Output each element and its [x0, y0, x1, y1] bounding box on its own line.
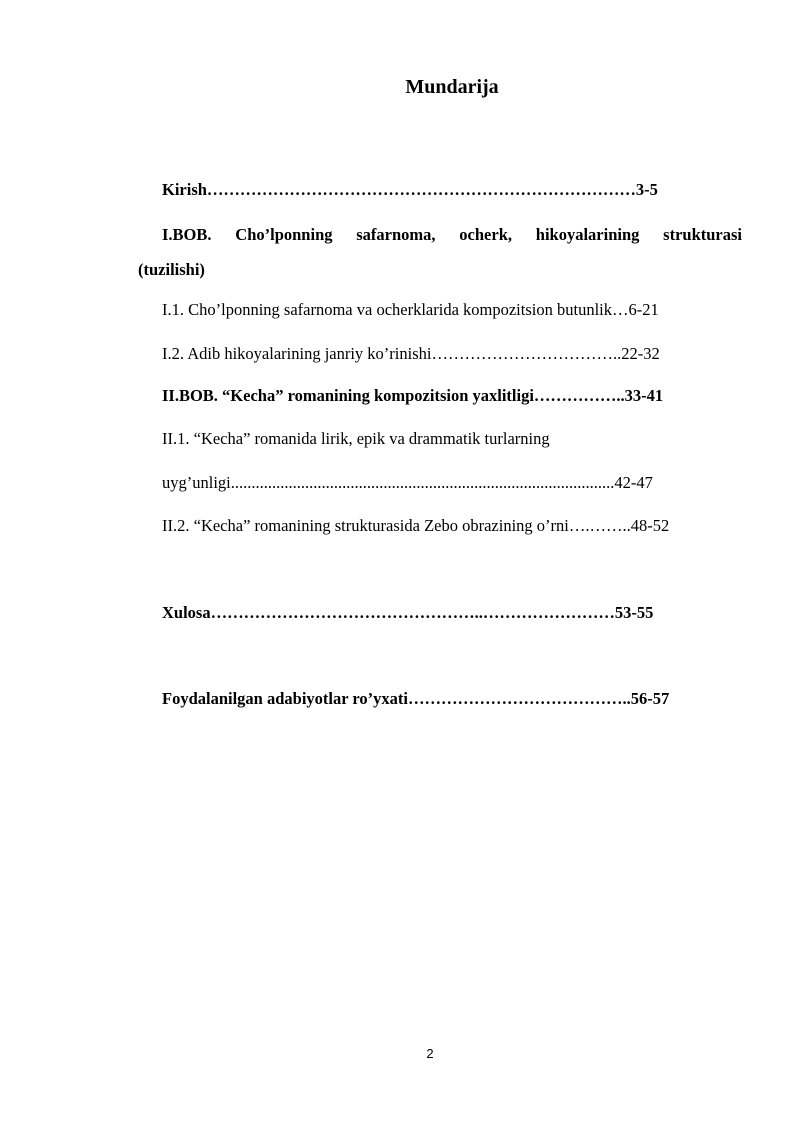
toc-entry-section-1-2: I.2. Adib hikoyalarining janriy ko’rinishi……………………………..22-32	[162, 344, 660, 363]
document-title: Mundarija	[405, 76, 499, 98]
toc-entry-section-1-1: I.1. Cho’lponning safarnoma va ocherklarida kompozitsion butunlik…6-21	[162, 300, 659, 319]
toc-entry-section-2-2: II.2. “Kecha” romanining strukturasida Zebo obrazining o’rni….……..48-52	[162, 516, 670, 535]
toc-entry-bob1-line2: (tuzilishi)	[138, 260, 205, 279]
toc-entry-section-2-1-line2: uyg’unligi.............................................................................................42-47	[162, 473, 653, 492]
toc-entry-xulosa: Xulosa…………………………………………..……………………53-55	[162, 603, 654, 622]
toc-entry-bob1-line1: I.BOB. Cho’lponning safarnoma, ocherk, hikoyalarining strukturasi	[162, 225, 742, 244]
page-number: 2	[426, 1046, 434, 1061]
toc-entry-kirish: Kirish……………………………………………………………………3-5	[162, 180, 658, 199]
toc-entry-section-2-1-line1: II.1. “Kecha” romanida lirik, epik va drammatik turlarning	[162, 429, 550, 448]
toc-entry-bob2: II.BOB. “Kecha” romanining kompozitsion yaxlitligi……………..33-41	[162, 386, 664, 405]
toc-entry-adabiyotlar: Foydalanilgan adabiyotlar ro’yxati…………………………………..56-57	[162, 689, 670, 708]
